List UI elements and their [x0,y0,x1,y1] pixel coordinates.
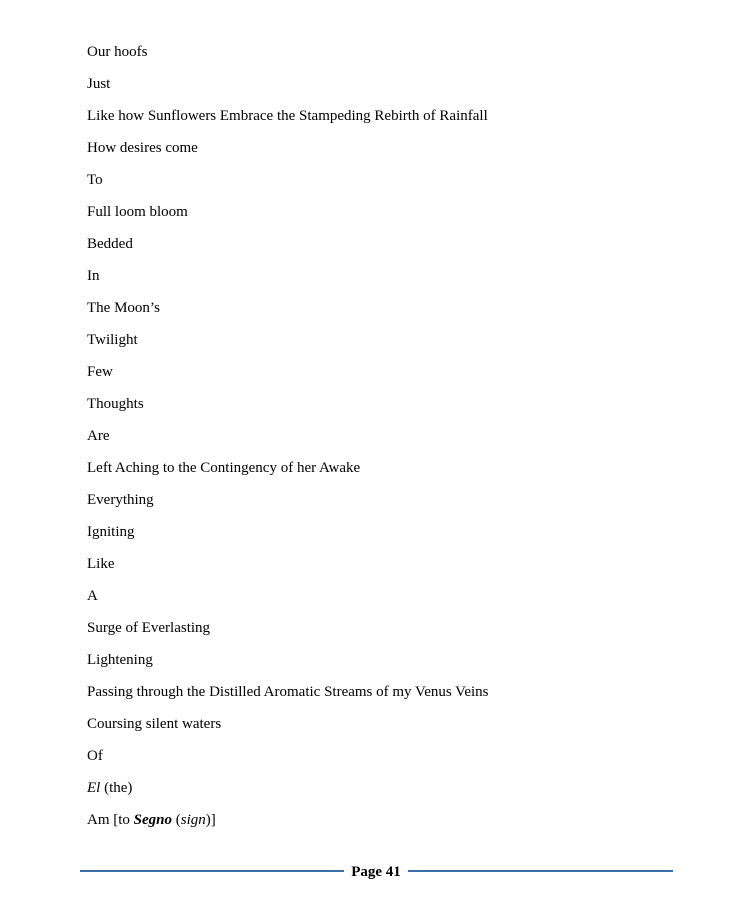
poem-line: Passing through the Distilled Aromatic Streams of my Venus Veins [87,684,489,700]
poem-line: Full loom bloom [87,204,188,220]
poem-line: Like how Sunflowers Embrace the Stampeding Rebirth of Rainfall [87,108,488,124]
poem-line: A [87,588,98,604]
poem-line: How desires come [87,140,198,156]
poem-line: Few [87,364,113,380]
poem-line: Igniting [87,524,135,540]
poem-body [87,42,687,842]
page-footer [80,860,673,882]
poem-line: Our hoofs [87,44,148,60]
segno-word: Segno [133,812,173,828]
poem-line: In [87,268,100,284]
poem-line: The Moon’s [87,300,160,316]
am-prefix: Am [to [87,812,134,828]
poem-line: Left Aching to the Contingency of her Awake [87,460,361,476]
el-gloss: (the) [100,780,133,796]
am-open-paren: ( [172,812,181,828]
poem-line: Bedded [87,236,133,252]
am-close: )] [205,812,216,828]
sign-word: sign [180,812,206,828]
poem-line: Twilight [87,332,138,348]
poem-line: Of [87,748,103,764]
poem-line: Everything [87,492,154,508]
poem-line: Are [87,428,110,444]
poem-line: Lightening [87,652,153,668]
poem-line-el [87,778,687,810]
el-word: El [87,780,101,796]
poem-line: Like [87,556,115,572]
poem-line: Thoughts [87,396,144,412]
poem-line: Just [87,76,111,92]
poem-line: Surge of Everlasting [87,620,211,636]
poem-line: Coursing silent waters [87,716,222,732]
footer-rule-left [80,870,344,872]
poem-line: To [87,172,103,188]
footer-rule-right [408,870,673,872]
page-number: Page 41 [351,864,401,880]
poem-line-am [87,810,687,842]
